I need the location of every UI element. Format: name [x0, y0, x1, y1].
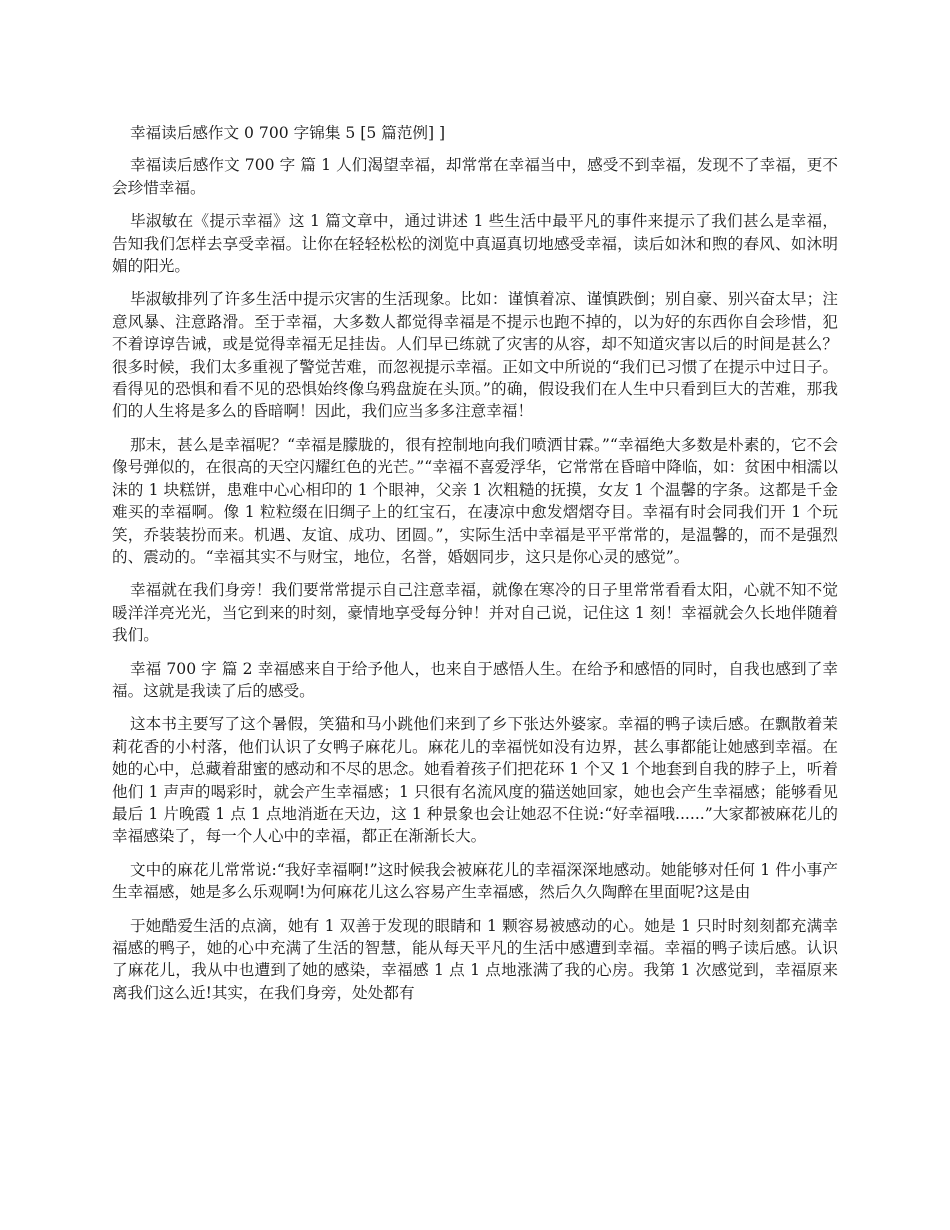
paragraph: 这本书主要写了这个暑假，笑猫和马小跳他们来到了乡下张达外婆家。幸福的鸭子读后感。在飘散着茉莉花香的小村落，他们认识了女鸭子麻花儿。麻花儿的幸福恍如没有边界，甚么事都能让她感到幸福。在她的心中，总藏着甜蜜的感动和不尽的思念。她看着孩子们把花环 1 个又 1 个地套到自我的脖子上，听着他们 1 声声的喝彩时，就会产生幸福感；1 只很有名流风度的猫送她回家，她也会产生幸福感；能够看见最后 1 片晚霞 1 点 1 点地消逝在天边，这 1 种景象也会让她忍不住说:“好幸福哦......”大家都被麻花儿的幸福感染了，每一个人心中的幸福，都正在渐渐长大。: [112, 715, 838, 846]
paragraph: 于她酷爱生活的点滴，她有 1 双善于发现的眼睛和 1 颗容易被感动的心。她是 1 只时时刻刻都充满幸福感的鸭子，她的心中充满了生活的智慧，能从每天平凡的生活中感遭到幸福。幸福的鸭子读后感。认识了麻花儿，我从中也遭到了她的感染，幸福感 1 点 1 点地涨满了我的心房。我第 1 次感觉到，幸福原来离我们这么近!其实，在我们身旁，处处都有: [112, 916, 838, 1002]
paragraph: 文中的麻花儿常常说:“我好幸福啊!”这时候我会被麻花儿的幸福深深地感动。她能够对任何 1 件小事产生幸福感，她是多么乐观啊!为何麻花儿这么容易产生幸福感，然后久久陶醉在里面呢?这是由: [112, 860, 838, 902]
document-body: [112, 122, 838, 1015]
paragraph: 幸福 700 字 篇 2 幸福感来自于给予他人，也来自于感悟人生。在给予和感悟的同时，自我也感到了幸福。这就是我读了后的感受。: [112, 659, 838, 700]
paragraph: 幸福读后感作文 700 字 篇 1 人们渴望幸福，却常常在幸福当中，感受不到幸福，发现不了幸福，更不会珍惜幸福。: [112, 156, 838, 197]
document-title: 幸福读后感作文 0 700 字锦集 5 [5 篇范例] ]: [129, 124, 446, 142]
paragraph: 幸福就在我们身旁！我们要常常提示自己注意幸福，就像在寒冷的日子里常常看看太阳，心就不知不觉暖洋洋亮光光，当它到来的时刻，豪情地享受每分钟！并对自己说，记住这 1 刻！幸福就会久长地伴随着我们。: [112, 581, 838, 645]
paragraph: 毕淑敏在《提示幸福》这 1 篇文章中，通过讲述 1 些生活中最平凡的事件来提示了我们甚么是幸福，告知我们怎样去享受幸福。让你在轻轻松松的浏览中真逼真切地感受幸福，读后如沐和煦的春风、如沐明媚的阳光。: [112, 212, 838, 276]
paragraph: 那末，甚么是幸福呢？“幸福是朦胧的，很有控制地向我们喷洒甘霖。”“幸福绝大多数是朴素的，它不会像号弹似的，在很高的天空闪耀红色的光芒。”“幸福不喜爱浮华，它常常在昏暗中降临，如：贫困中相濡以沫的 1 块糕饼，患难中心心相印的 1 个眼神，父亲 1 次粗糙的抚摸，女友 1 个温馨的字条。这都是千金难买的幸福啊。像 1 粒粒缀在旧绸子上的红宝石，在凄凉中愈发熠熠夺目。幸福有时会同我们开 1 个玩笑，乔装装扮而来。机遇、友谊、成功、团圆。”，实际生活中幸福是平平常常的，是温馨的，而不是强烈的、震动的。“幸福其实不与财宝，地位，名誉，婚姻同步，这只是你心灵的感觉”。: [112, 435, 838, 566]
paragraph: 毕淑敏排列了许多生活中提示灾害的生活现象。比如：谨慎着凉、谨慎跌倒；别自豪、别兴奋太早；注意风暴、注意路滑。至于幸福，大多数人都觉得幸福是不提示也跑不掉的，以为好的东西你自会珍惜，犯不着谆谆告诫，或是觉得幸福无足挂齿。人们早已练就了灾害的从容，却不知道灾害以后的时间是甚么？很多时候，我们太多重视了警觉苦难，而忽视提示幸福。正如文中所说的“我们已习惯了在提示中过日子。看得见的恐惧和看不见的恐惧始终像乌鸦盘旋在头顶。”的确，假设我们在人生中只看到巨大的苦难，那我们的人生将是多么的昏暗啊！因此，我们应当多多注意幸福！: [112, 290, 838, 421]
